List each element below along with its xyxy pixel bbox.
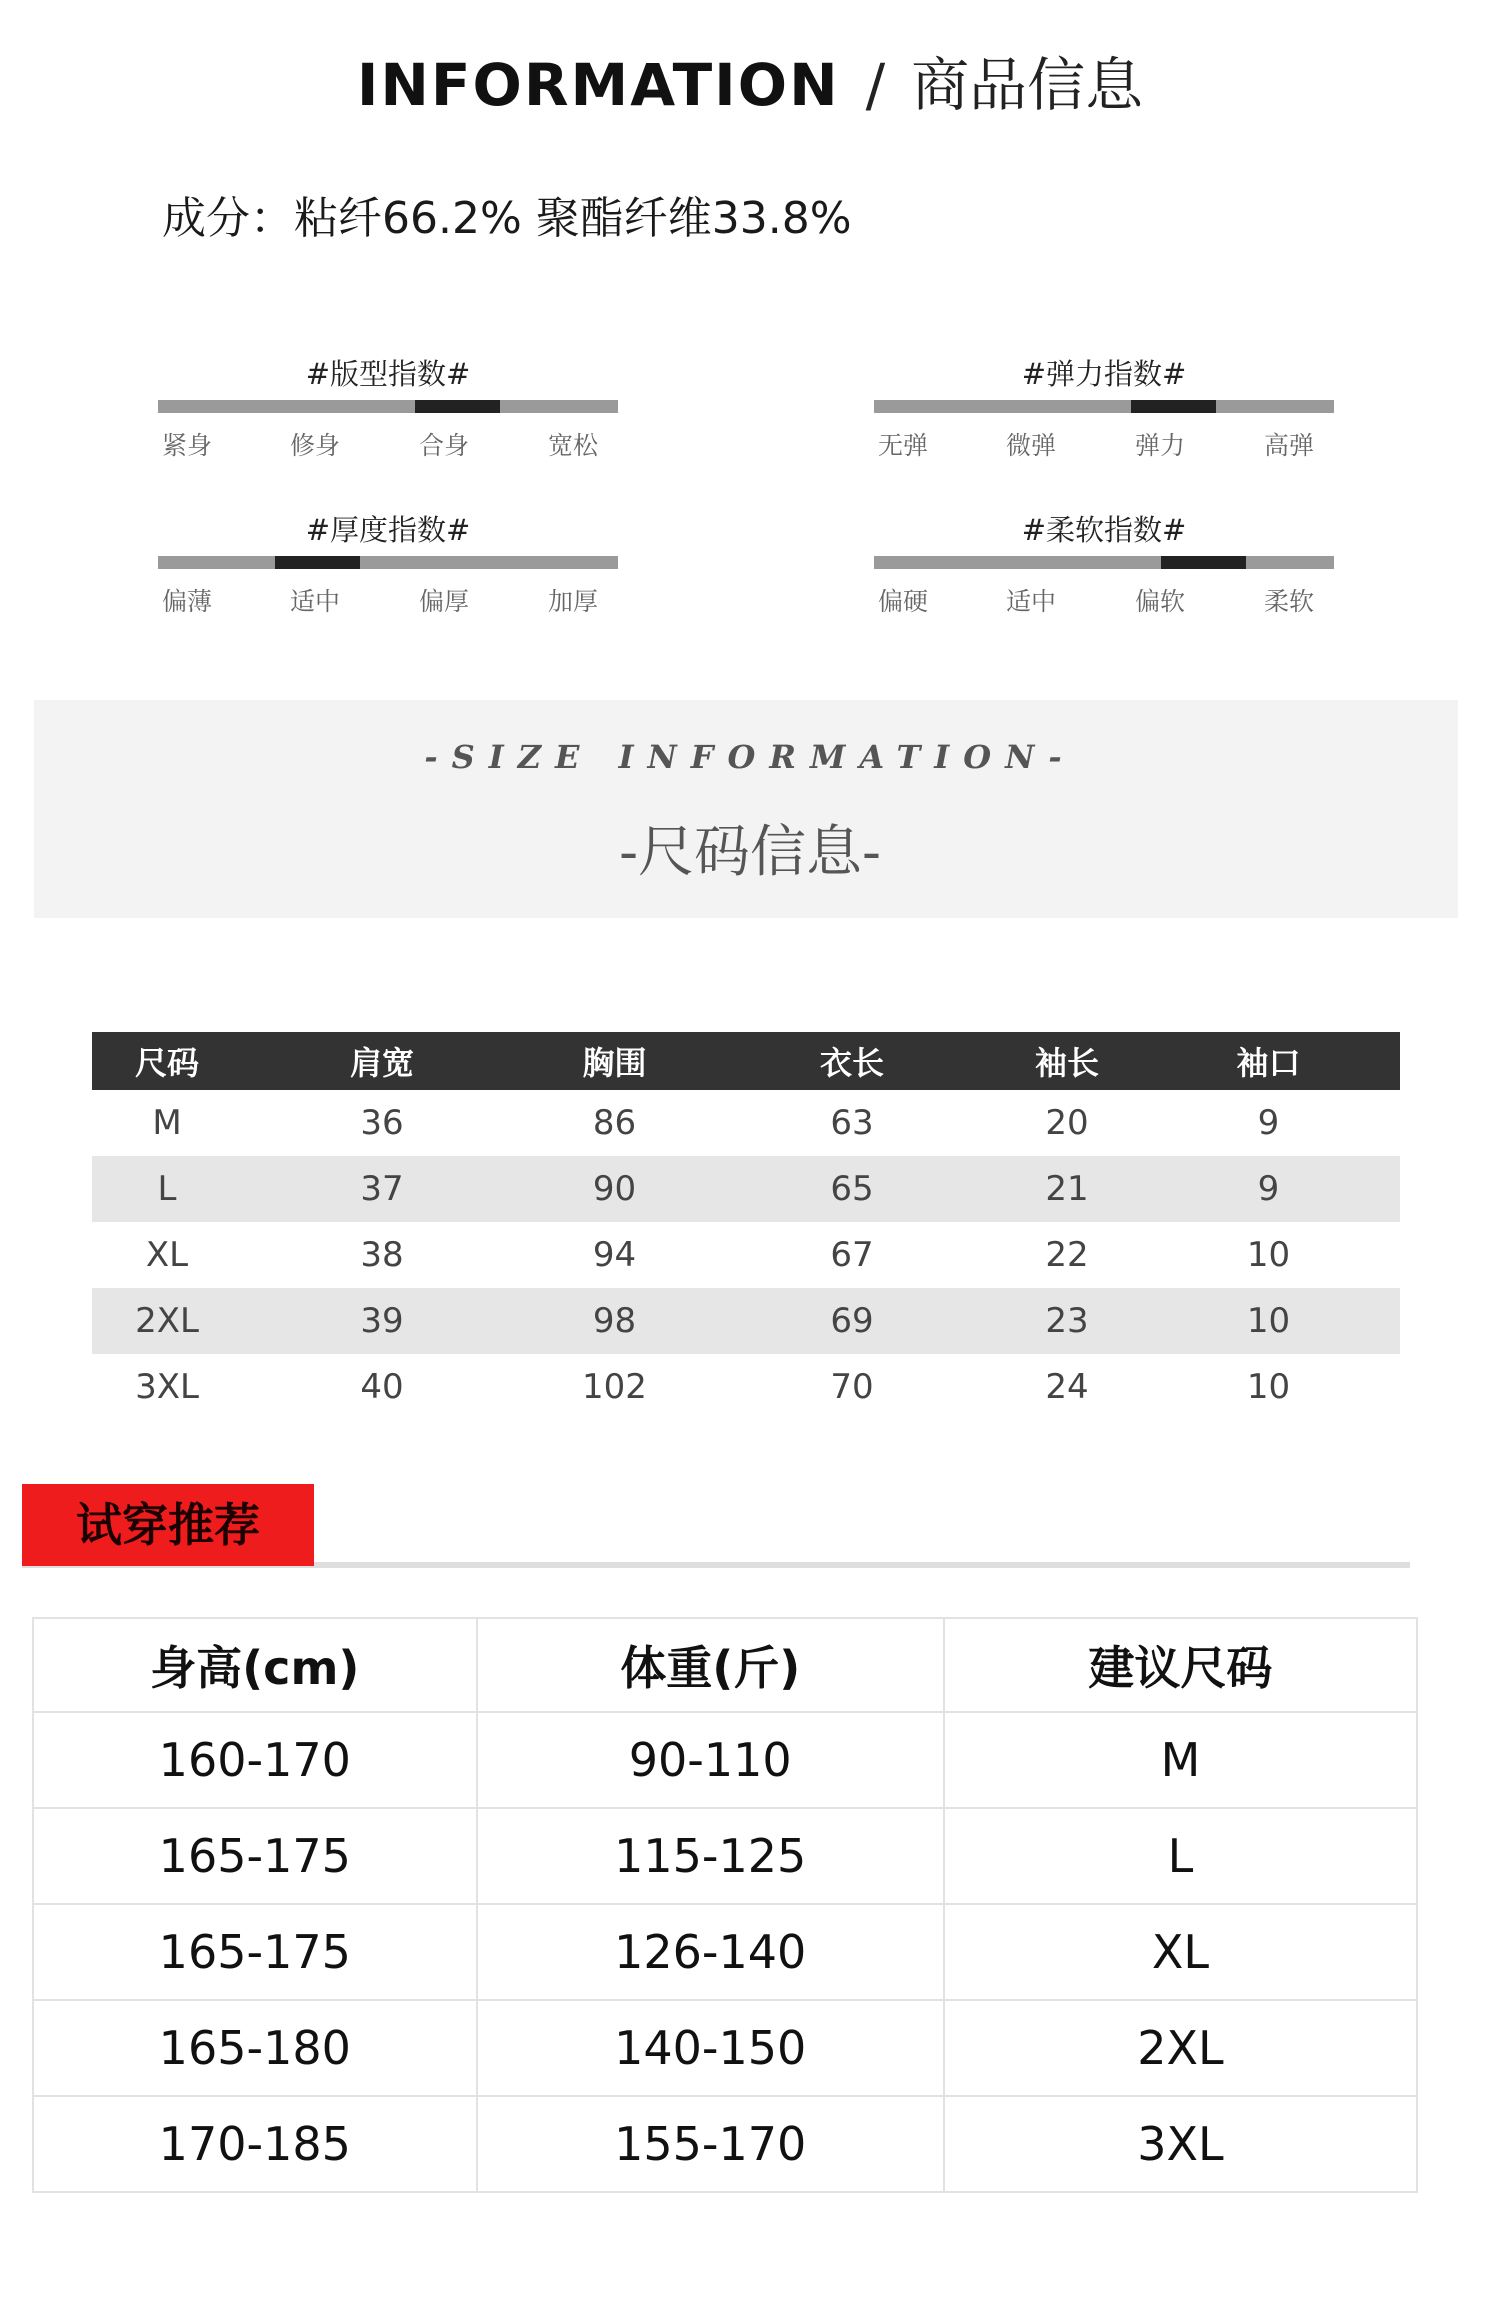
fit-table-header-row: [33, 1618, 1417, 1712]
index-track: [874, 556, 1334, 569]
table-cell: 67: [830, 1235, 874, 1275]
table-cell: 65: [707, 1156, 997, 1222]
table-row: [33, 1808, 1417, 1904]
fit-recommendation-title: 试穿推荐: [22, 1484, 314, 1566]
index-track: [158, 556, 618, 569]
table-cell: 22: [1045, 1235, 1089, 1275]
index-label: 微弹: [1006, 431, 1057, 460]
fit-index: [158, 352, 618, 472]
table-cell: 9: [1257, 1103, 1280, 1143]
table-cell: 3XL: [135, 1367, 199, 1407]
table-cell: XL: [145, 1235, 189, 1275]
table-row: [33, 2096, 1417, 2192]
table-cell: 140-150: [477, 2000, 944, 2096]
index-label: 宽松: [548, 431, 599, 460]
index-label: 偏厚: [419, 587, 470, 616]
title-en: INFORMATION: [356, 51, 840, 119]
table-cell: 10: [1246, 1235, 1291, 1275]
index-label: 偏软: [1135, 587, 1186, 616]
table-row: [33, 1904, 1417, 2000]
table-cell: 115-125: [477, 1808, 944, 1904]
table-cell: 21: [997, 1156, 1137, 1222]
column-header: 身高(cm): [33, 1618, 477, 1712]
table-cell: 63: [830, 1103, 874, 1143]
column-header: 体重(斤): [477, 1618, 944, 1712]
thickness-index: [158, 508, 618, 628]
table-cell: 40: [360, 1367, 404, 1407]
table-row: [92, 1354, 1400, 1420]
table-cell: 38: [360, 1235, 404, 1275]
index-label: 合身: [419, 431, 470, 460]
table-cell: L: [944, 1808, 1417, 1904]
table-cell: 39: [242, 1288, 522, 1354]
table-cell: 20: [1045, 1103, 1089, 1143]
size-info-title-en: -SIZE INFORMATION-: [424, 738, 1076, 776]
elasticity-index: [874, 352, 1334, 472]
index-label: 无弹: [878, 431, 929, 460]
index-track: [158, 400, 618, 413]
index-track: [874, 400, 1334, 413]
table-cell: 90-110: [477, 1712, 944, 1808]
table-cell: 98: [522, 1288, 707, 1354]
table-cell: 10: [1246, 1367, 1291, 1407]
table-cell: 170-185: [33, 2096, 477, 2192]
table-cell: 165-175: [33, 1808, 477, 1904]
index-label: 柔软: [1264, 587, 1315, 616]
table-cell: L: [92, 1156, 242, 1222]
index-label: 适中: [290, 587, 341, 616]
column-header: 衣长: [707, 1032, 997, 1090]
table-cell: 155-170: [477, 2096, 944, 2192]
index-label: 适中: [1006, 587, 1057, 616]
table-cell: 165-180: [33, 2000, 477, 2096]
table-row: [92, 1156, 1400, 1222]
title-separator: /: [865, 51, 886, 119]
table-cell: M: [944, 1712, 1417, 1808]
index-indicator: [415, 400, 500, 413]
column-header: 袖长: [997, 1032, 1137, 1090]
table-row: [92, 1288, 1400, 1354]
table-cell: 160-170: [33, 1712, 477, 1808]
table-row: [33, 2000, 1417, 2096]
index-indicator: [1161, 556, 1246, 569]
index-label: 修身: [290, 431, 341, 460]
index-title: #版型指数#: [305, 357, 471, 391]
column-header: 肩宽: [242, 1032, 522, 1090]
index-label: 弹力: [1135, 431, 1186, 460]
table-cell: 2XL: [92, 1288, 242, 1354]
table-cell: 70: [830, 1367, 874, 1407]
table-row: [92, 1222, 1400, 1288]
index-label: 紧身: [162, 431, 213, 460]
index-label: 偏薄: [162, 587, 213, 616]
table-cell: 3XL: [944, 2096, 1417, 2192]
table-cell: 9: [1137, 1156, 1400, 1222]
index-title: #柔软指数#: [1021, 513, 1187, 547]
table-cell: 37: [242, 1156, 522, 1222]
table-cell: 90: [522, 1156, 707, 1222]
size-table: [92, 1032, 1400, 1420]
page-header: [0, 38, 1500, 122]
table-cell: 24: [1045, 1367, 1089, 1407]
fit-table: [32, 1617, 1418, 2193]
table-cell: 165-175: [33, 1904, 477, 2000]
index-label: 高弹: [1264, 431, 1315, 460]
column-header: 建议尺码: [944, 1618, 1417, 1712]
index-label: 加厚: [548, 587, 599, 616]
table-cell: 2XL: [944, 2000, 1417, 2096]
index-label: 偏硬: [878, 587, 929, 616]
index-title: #弹力指数#: [1021, 357, 1187, 391]
composition-text: 成分：粘纤66.2% 聚酯纤维33.8%: [162, 193, 852, 244]
table-row: [92, 1090, 1400, 1156]
table-cell: XL: [944, 1904, 1417, 2000]
table-cell: 102: [582, 1367, 647, 1407]
table-cell: 10: [1137, 1288, 1400, 1354]
table-cell: M: [152, 1103, 182, 1143]
column-header: 尺码: [92, 1032, 242, 1090]
index-indicator: [1131, 400, 1216, 413]
table-cell: 23: [997, 1288, 1137, 1354]
table-cell: 94: [592, 1235, 637, 1275]
size-table-header-row: [92, 1032, 1400, 1090]
table-cell: 86: [592, 1103, 637, 1143]
title-cn: 商品信息: [911, 51, 1144, 119]
index-title: #厚度指数#: [305, 513, 471, 547]
column-header: 袖口: [1137, 1032, 1400, 1090]
index-indicator: [275, 556, 360, 569]
table-row: [33, 1712, 1417, 1808]
size-info-title-cn: -尺码信息-: [619, 820, 881, 885]
table-cell: 36: [360, 1103, 404, 1143]
table-cell: 126-140: [477, 1904, 944, 2000]
column-header: 胸围: [522, 1032, 707, 1090]
table-cell: 69: [707, 1288, 997, 1354]
softness-index: [874, 508, 1334, 628]
